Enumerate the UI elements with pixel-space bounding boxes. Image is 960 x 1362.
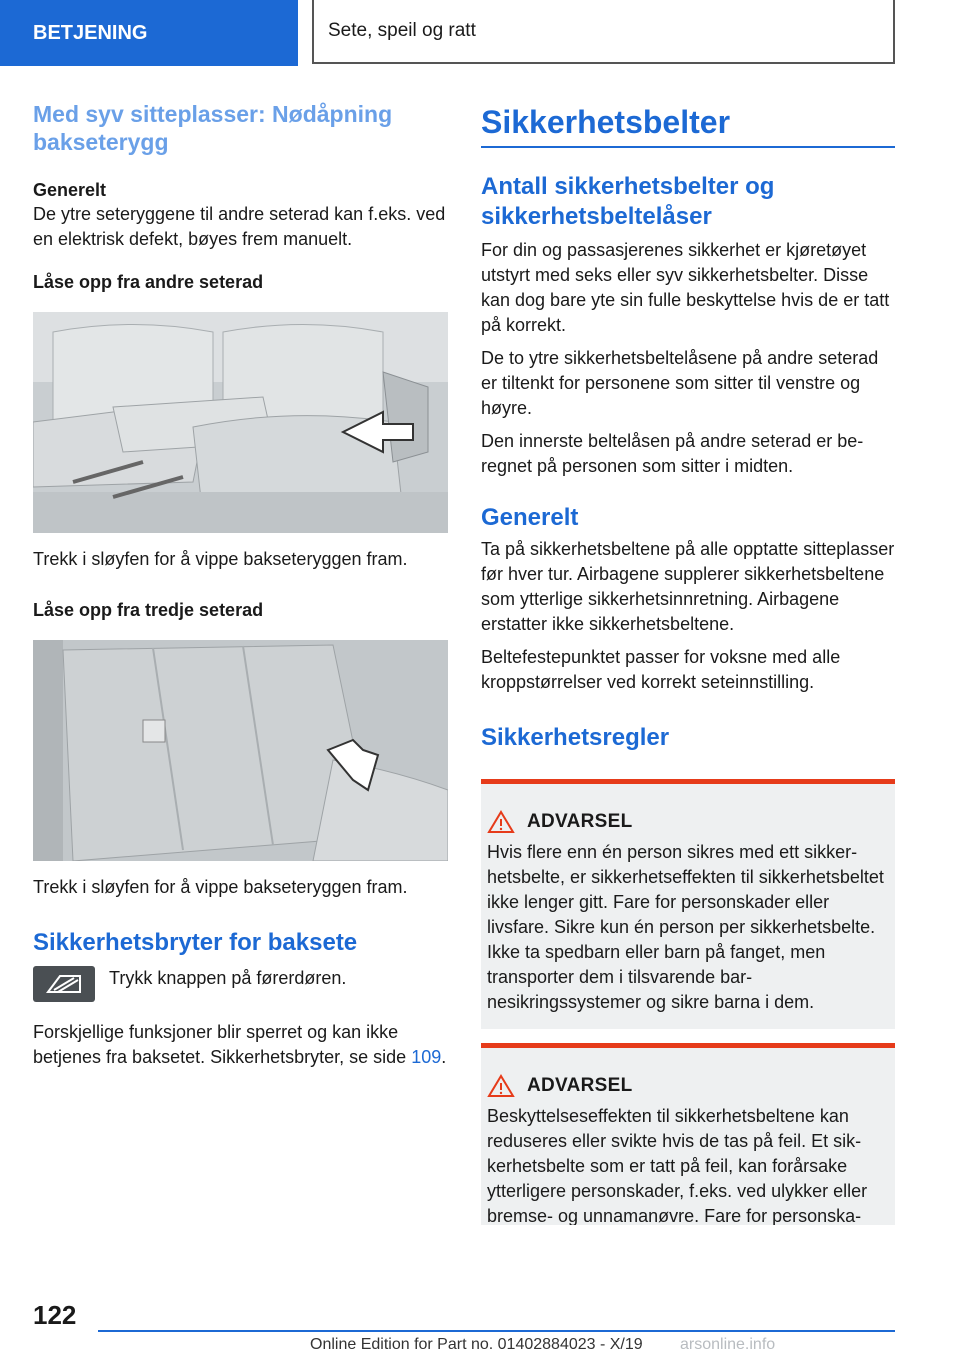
seatbelt-count-p3: Den innerste beltelåsen på andre seterad er beregnet på personen som sitter i midten. [481,431,864,476]
footer-rule [98,1330,895,1332]
caption-third-row: Trekk i sløyfen for å vippe bakseteryggen fram. [33,877,408,897]
warning-header-2 [487,1074,887,1098]
third-row-seat-photo [33,640,448,861]
seatbelt-count-p1: For din og passasjerenes sikkerhet er kjøretøyet utstyrt med seks eller syv sikkerhetsbelter. Disse kan dog bare yte sin fulle beskyttelse hvis de er tatt på korrekt. [481,240,890,335]
warning-box-2 [481,1043,895,1225]
caption-second-row: Trekk i sløyfen for å vippe bakseteryggen fram. [33,549,408,569]
page-number: 122 [33,1300,77,1330]
warning-header-1 [487,810,887,834]
rear-switch-description-end: . [441,1047,447,1067]
general-heading-right: Generelt [481,504,579,531]
unlock-third-row-heading: Låse opp fra tredje seterad [33,600,264,620]
left-column [33,100,448,1070]
general-p1-right: Ta på sikkerhetsbeltene på alle opptatte sitteplasser før hver tur. Airbagene supplerer sikkerhetsbeltene som ytterlige sikkerhetsinnretning. Airbagene erstatter ikke sikkerhetsbeltene. [481,539,895,634]
window-lock-glyph [44,972,84,996]
title-underline [481,146,895,148]
general-text: De ytre seteryggene til andre seterad kan f.eks. ved en elektrisk defekt, bøyes frem manuelt. [33,204,446,249]
general-p2-right: Beltefestepunktet passer for voksne med alle kroppstørrelser ved korrekt seteinnstilling. [481,647,841,692]
section-title-emergency-unlock: Med syv sitteplasser: Nødåpning bakseterygg [33,101,393,155]
rear-switch-row [33,966,448,1002]
window-lock-switch-icon [33,966,95,1002]
warning-triangle-icon [487,1074,515,1098]
second-row-seat-photo [33,312,448,533]
rear-safety-switch-heading: Sikkerhetsbryter for baksete [33,929,358,956]
warning-text-2: Beskyttelseseffekten til sikkerhetsbeltene kan reduseres eller svikte hvis de tas på feil. Et sikkerhetsbelte som er tatt på feil, kan forårsake ytterligere personskader, f.eks. ved ulykker eller bremse- og unnamanøvre. Fare for personska- [487,1106,868,1225]
seatbelt-count-p2: De to ytre sikkerhetsbeltelåsene på andre seterad er tiltenkt for personene som sitter til venstre og høyre. [481,348,879,418]
rear-switch-description [33,1020,448,1070]
rear-switch-instruction: Trykk knappen på førerdøren. [109,968,347,988]
third-row-seat-illustration [33,640,448,861]
safety-rules-heading: Sikkerhetsregler [481,724,670,751]
right-column [481,100,895,1225]
rear-switch-description-text: Forskjellige funksjoner blir sperret og kan ikke betjenes fra baksetet. Sikkerhetsbryter, se side [33,1022,412,1067]
header-section-tab: BETJENING [0,0,298,66]
main-title-seatbelts: Sikkerhetsbelter [481,104,731,140]
second-row-seat-illustration [33,312,448,533]
warning-title-1: ADVARSEL [527,811,633,832]
warning-text-1: Hvis flere enn én person sikres med ett sikkerhetsbelte, er sikkerhetseffekten til sikkerhetsbeltet ikke lenger gitt. Fare for personskader eller livsfare. Sikre kun én person per sikkerhetsbelte. Ikke ta spedbarn eller barn på fanget, men transporter dem i tilsvarende barnesikringssystemer og sikre barna i dem. [487,842,884,1012]
footer-watermark: arsonline.info [680,1336,776,1353]
seatbelt-count-heading: Antall sikkerhetsbelter og sikkerhetsbeltelåser [481,173,775,230]
warning-triangle-icon [487,810,515,834]
warning-title-2: ADVARSEL [527,1075,633,1096]
page-reference-link[interactable]: 109 [411,1047,442,1067]
unlock-second-row-heading: Låse opp fra andre seterad [33,272,264,292]
warning-box-1 [481,779,895,1029]
header-chapter-title: Sete, speil og ratt [312,0,895,64]
general-heading: Generelt [33,180,107,200]
footer-edition: Online Edition for Part no. 01402884023 - X/19 [310,1336,643,1353]
